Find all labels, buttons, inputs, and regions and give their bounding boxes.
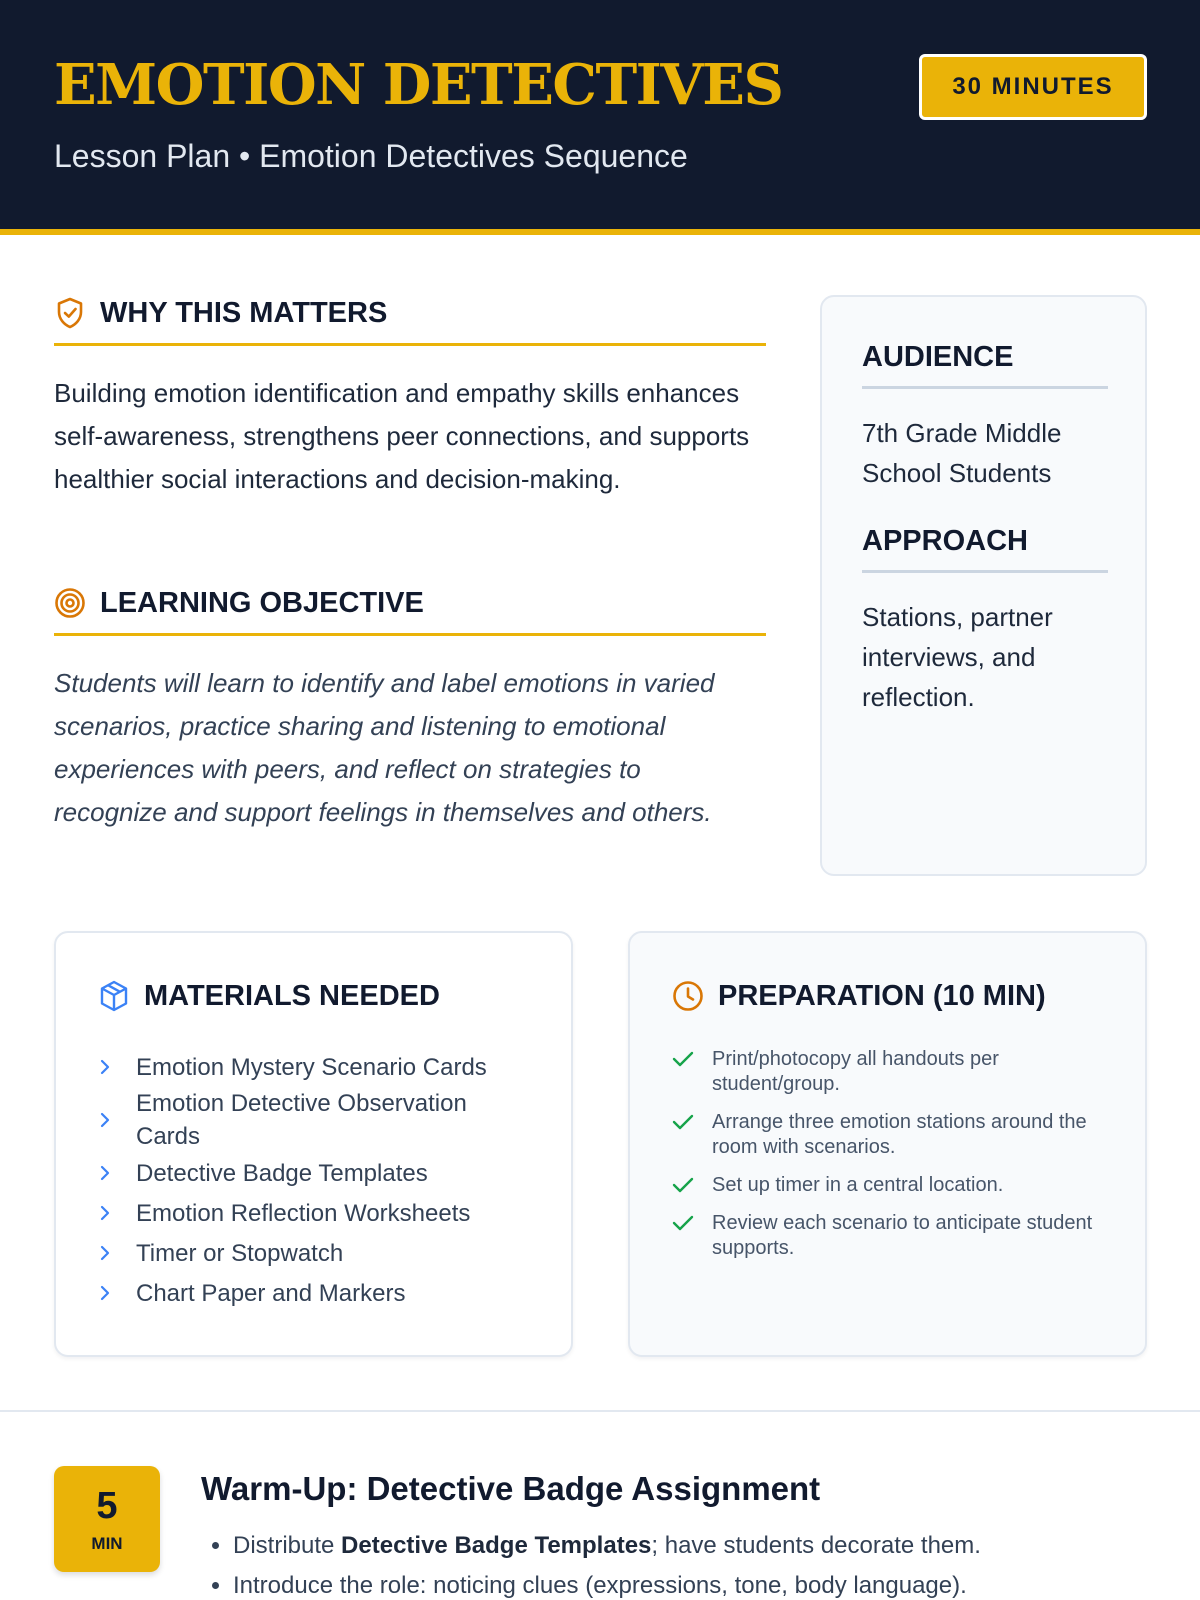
list-item — [98, 1087, 518, 1153]
approach-value: Stations, partner interviews, and reflection. — [862, 602, 1053, 712]
objective-section-header — [54, 586, 766, 636]
preparation-card — [628, 931, 1147, 1357]
material-item: Detective Badge Templates — [136, 1159, 428, 1187]
chevron-right-icon — [98, 1204, 136, 1222]
bullet-emphasis: Detective Badge Templates — [341, 1532, 652, 1559]
check-icon — [672, 1173, 712, 1194]
materials-heading: MATERIALS NEEDED — [144, 979, 440, 1012]
bullet-text: Distribute — [233, 1532, 342, 1559]
list-item — [672, 1047, 1102, 1097]
list-item — [98, 1273, 518, 1313]
bullet-text: ; have students decorate them. — [651, 1532, 981, 1559]
prep-item: Arrange three emotion stations around the room with scenarios. — [712, 1111, 1087, 1158]
list-item — [672, 1211, 1102, 1261]
chevron-right-icon — [98, 1058, 136, 1076]
list-item — [98, 1047, 518, 1087]
prep-item: Set up timer in a central location. — [712, 1174, 1004, 1196]
target-icon — [54, 586, 86, 620]
material-item: Emotion Mystery Scenario Cards — [136, 1053, 487, 1081]
objective-body: Students will learn to identify and label emotions in varied scenarios, practice sharing and listening to emotional experiences with peers, and reflect on strategies to recognize and support feelings in themselves and others. — [54, 668, 715, 827]
materials-card — [54, 931, 573, 1357]
objective-heading: LEARNING OBJECTIVE — [100, 587, 424, 619]
list-item — [98, 1153, 518, 1193]
why-section-header — [54, 296, 766, 346]
prep-item: Print/photocopy all handouts per student/group. — [712, 1048, 999, 1095]
list-item — [98, 1193, 518, 1233]
preparation-list — [672, 1047, 1102, 1274]
prep-item: Review each scenario to anticipate student supports. — [712, 1212, 1093, 1259]
chevron-right-icon — [98, 1284, 136, 1302]
step-duration-badge — [54, 1466, 160, 1572]
materials-header — [98, 979, 440, 1013]
box-icon — [98, 979, 130, 1013]
chevron-right-icon — [98, 1244, 136, 1262]
preparation-header — [672, 979, 1046, 1013]
preparation-heading: PREPARATION (10 MIN) — [718, 979, 1046, 1012]
material-item: Emotion Reflection Worksheets — [136, 1199, 471, 1227]
material-item: Timer or Stopwatch — [136, 1239, 344, 1267]
step-minutes-unit: MIN — [91, 1534, 123, 1553]
audience-label: AUDIENCE — [862, 341, 1108, 389]
check-icon — [672, 1211, 712, 1232]
duration-badge: 30 MINUTES — [919, 54, 1147, 120]
chevron-right-icon — [98, 1164, 136, 1182]
section-divider — [0, 1410, 1200, 1412]
clock-icon — [672, 979, 704, 1013]
list-item — [98, 1233, 518, 1273]
page-title: EMOTION DETECTIVES — [54, 52, 783, 118]
list-item: • Introduce the role: noticing clues (expressions, tone, body language). — [233, 1566, 1163, 1600]
audience-value: 7th Grade Middle School Students — [862, 418, 1062, 488]
material-item: Chart Paper and Markers — [136, 1279, 406, 1307]
materials-list — [98, 1047, 518, 1313]
check-icon — [672, 1110, 712, 1131]
why-heading: WHY THIS MATTERS — [100, 297, 388, 329]
shield-check-icon — [54, 296, 86, 330]
page-header — [0, 0, 1200, 235]
list-item — [672, 1173, 1102, 1198]
check-icon — [672, 1047, 712, 1068]
step-bullets — [233, 1526, 1163, 1600]
why-body: Building emotion identification and empathy skills enhances self-awareness, strengthens peer connections, and supports healthier social interactions and decision-making. — [54, 378, 750, 494]
material-item: Emotion Detective Observation Cards — [136, 1090, 467, 1150]
page-subtitle: Lesson Plan • Emotion Detectives Sequence — [54, 138, 688, 174]
step-title: Warm-Up: Detective Badge Assignment — [201, 1470, 821, 1507]
list-item — [233, 1526, 1163, 1566]
audience-approach-card — [820, 295, 1147, 876]
list-item — [672, 1110, 1102, 1160]
chevron-right-icon — [98, 1111, 136, 1129]
approach-label: APPROACH — [862, 525, 1108, 573]
step-minutes: 5 — [96, 1485, 118, 1527]
